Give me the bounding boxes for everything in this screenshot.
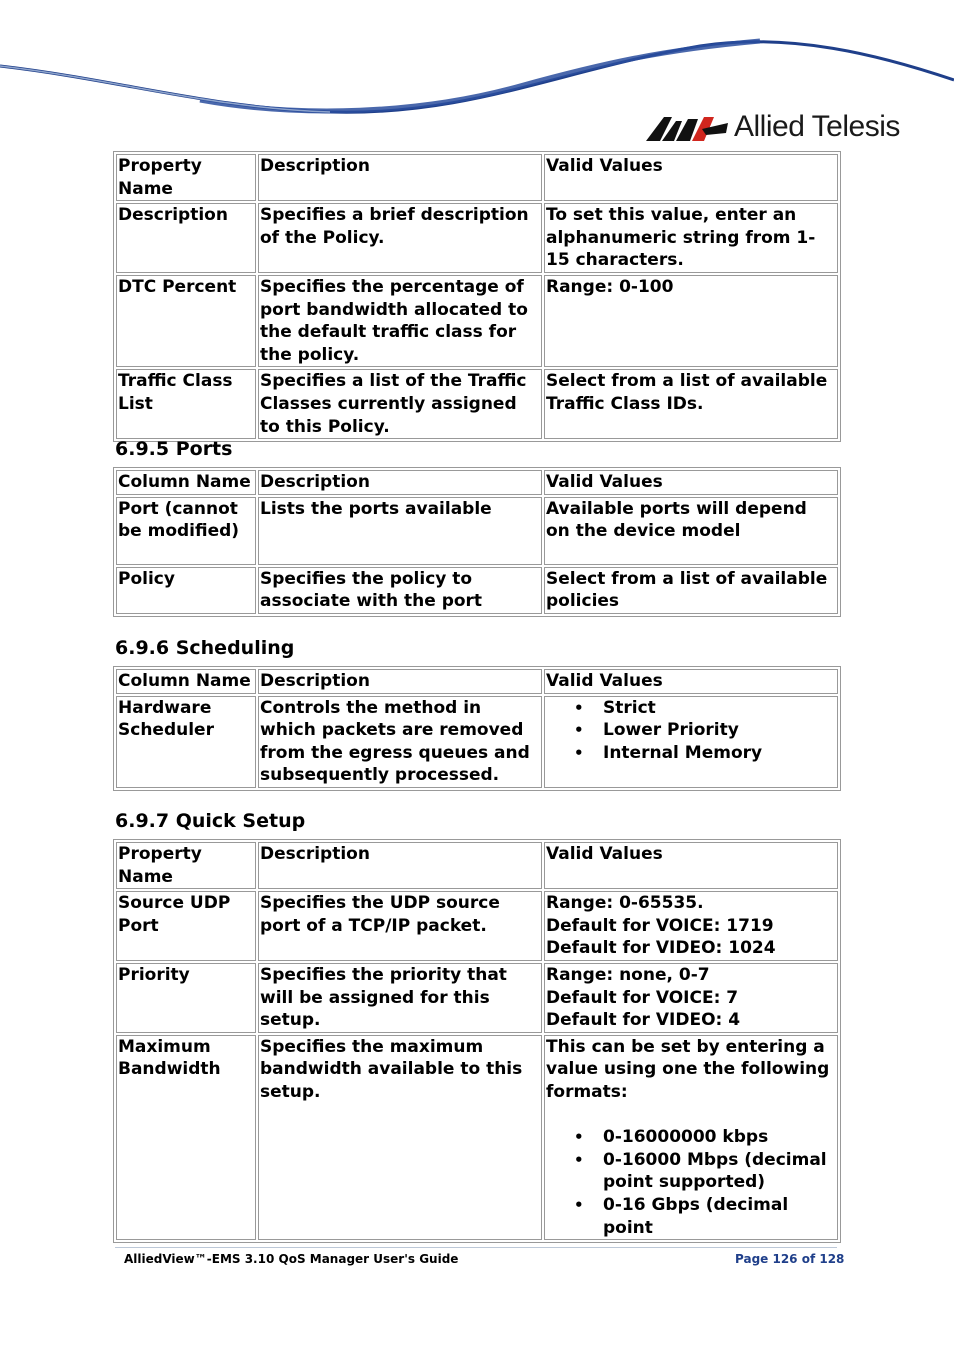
scheduler-options-list (546, 697, 836, 765)
footer-page-number: Page 126 of 128 (735, 1252, 845, 1266)
table-row (116, 891, 838, 961)
table-header-row (116, 470, 838, 495)
row-name: Hardware Scheduler (116, 696, 256, 788)
value-line: Default for VIDEO: 1024 (546, 938, 776, 959)
header-cell: Valid Values (544, 154, 838, 201)
table-row (116, 567, 838, 614)
table-row (116, 275, 838, 367)
value-line: Range: none, 0-7 (546, 964, 710, 985)
row-name: Source UDP Port (116, 891, 256, 961)
list-item: • 0-16000000 kbps (546, 1126, 836, 1149)
row-description: Specifies the policy to associate with the port (258, 567, 542, 614)
value-line: Range: 0-65535. (546, 893, 704, 914)
header-cell: Valid Values (544, 669, 838, 694)
row-values: To set this value, enter an alphanumeric string from 1-15 characters. (544, 203, 838, 273)
list-item: • Lower Priority (546, 719, 836, 742)
header-cell: Description (258, 669, 542, 694)
list-item: • Strict (546, 697, 836, 720)
row-description: Controls the method in which packets are removed from the egress queues and subsequently processed. (258, 696, 542, 788)
allied-telesis-logo (646, 110, 900, 144)
policy-properties-table (113, 151, 841, 442)
row-description: Lists the ports available (258, 497, 542, 565)
row-description: Specifies the percentage of port bandwidth allocated to the default traffic class for the policy. (258, 275, 542, 367)
section-title-ports: 6.9.5 Ports (115, 438, 233, 460)
row-name: Maximum Bandwidth (116, 1035, 256, 1240)
row-values (544, 963, 838, 1033)
table-row (116, 203, 838, 273)
scheduling-table (113, 666, 841, 791)
row-values: Select from a list of available Traffic Class IDs. (544, 369, 838, 439)
value-intro: This can be set by entering a value using one the following formats: (546, 1036, 830, 1102)
row-description: Specifies a brief description of the Policy. (258, 203, 542, 273)
header-cell: Column Name (116, 470, 256, 495)
row-description: Specifies a list of the Traffic Classes currently assigned to this Policy. (258, 369, 542, 439)
row-values: Range: 0-100 (544, 275, 838, 367)
row-description: Specifies the UDP source port of a TCP/IP packet. (258, 891, 542, 961)
row-name: Policy (116, 567, 256, 614)
table-row (116, 497, 838, 565)
header-cell: Valid Values (544, 842, 838, 889)
row-values (544, 891, 838, 961)
header-cell: Valid Values (544, 470, 838, 495)
row-name: Port (cannot be modified) (116, 497, 256, 565)
ports-table (113, 467, 841, 617)
list-item: • 0-16 Gbps (decimal point (546, 1194, 836, 1239)
bandwidth-formats-list (546, 1126, 836, 1239)
value-line: Default for VOICE: 1719 (546, 915, 774, 936)
row-values: Available ports will depend on the device model (544, 497, 838, 565)
row-values (544, 1035, 838, 1240)
header-cell: Property Name (116, 842, 256, 889)
section-title-quick-setup: 6.9.7 Quick Setup (115, 810, 306, 832)
table-row (116, 369, 838, 439)
row-description: Specifies the maximum bandwidth available to this setup. (258, 1035, 542, 1240)
quick-setup-table (113, 839, 841, 1243)
value-line: Default for VIDEO: 4 (546, 1010, 741, 1031)
row-name: Description (116, 203, 256, 273)
row-values: Select from a list of available policies (544, 567, 838, 614)
header-cell: Description (258, 154, 542, 201)
header-swoosh (0, 0, 954, 125)
logo-text: Allied Telesis (734, 110, 900, 143)
table-header-row (116, 842, 838, 889)
table-row (116, 963, 838, 1033)
table-row (116, 696, 838, 788)
footer-divider (115, 1247, 837, 1248)
logo-mark-icon (646, 113, 728, 141)
footer-document-title: AlliedView™-EMS 3.10 QoS Manager User's Guide (124, 1252, 459, 1266)
section-title-scheduling: 6.9.6 Scheduling (115, 637, 295, 659)
row-description: Specifies the priority that will be assigned for this setup. (258, 963, 542, 1033)
row-name: DTC Percent (116, 275, 256, 367)
list-item: • Internal Memory (546, 742, 836, 765)
header-cell: Description (258, 842, 542, 889)
table-header-row (116, 154, 838, 201)
row-name: Priority (116, 963, 256, 1033)
header-cell: Description (258, 470, 542, 495)
list-item: • 0-16000 Mbps (decimal point supported) (546, 1149, 836, 1194)
header-cell: Column Name (116, 669, 256, 694)
row-name: Traffic Class List (116, 369, 256, 439)
table-row (116, 1035, 838, 1240)
row-values (544, 696, 838, 788)
table-header-row (116, 669, 838, 694)
header-cell: Property Name (116, 154, 256, 201)
value-line: Default for VOICE: 7 (546, 987, 739, 1008)
